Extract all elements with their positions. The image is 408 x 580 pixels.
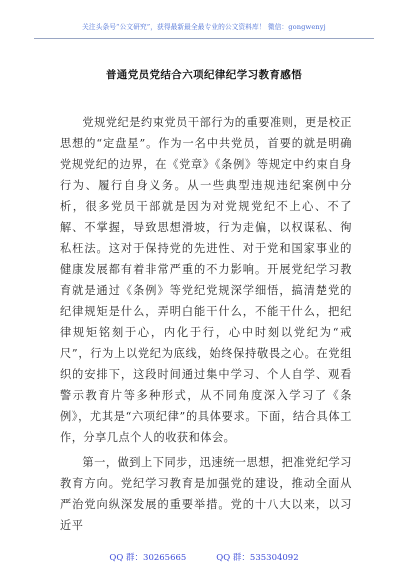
footer-qq-group-1: QQ 群：30265665 xyxy=(109,553,187,563)
document-body xyxy=(60,112,352,540)
header-banner: 关注头条号“公文研究”，获得最新最全最专业的公文资料库！ 微信：gongwenyj xyxy=(82,23,326,31)
footer-qq-group-2: QQ 群：535304092 xyxy=(216,553,299,563)
body-paragraph-2: 第一，做到上下同步，迅速统一思想，把准党纪学习教育方向。党纪学习教育是加强党的建设，推动全面从严治党向纵深发展的重要举措。党的十八大以来，以习近平 xyxy=(60,456,352,532)
header-divider xyxy=(34,38,374,39)
document-title: 普通党员党结合六项纪律纪学习教育感悟 xyxy=(105,69,303,81)
footer-contact xyxy=(0,552,408,564)
body-paragraph-1: 党规党纪是约束党员干部行为的重要准则，更是校正思想的“定盘星”。作为一名中共党员，首要的就是明确党规党纪的边界，在《党章》《条例》等规定中约束自身行为、履行自身义务。从一些典型违规违纪案例中分析，很多党员干部就是因为对党规党纪不上心、不了解、不掌握，导致思想滑坡，行为走偏，以权谋私、徇私枉法。这对于保持党的先进性、对于党和国家事业的健康发展都有着非常严重的不力影响。开展党纪学习教育就是通过《条例》等党纪党规深学细悟，搞清楚党的纪律规矩是什么，弄明白能干什么，不能干什么，把纪律规矩铭刻于心，内化于行，心中时刻以党纪为“戒尺”，行为上以党纪为底线，始终保持敬畏之心。在党组织的安排下，这段时间通过集中学习、个人自学、观看警示教育片等多种形式，从不同角度深入学习了《条例》，尤其是“六项纪律”的具体要求。下面，结合具体工作，分享几点个人的收获和体会。 xyxy=(60,116,352,444)
